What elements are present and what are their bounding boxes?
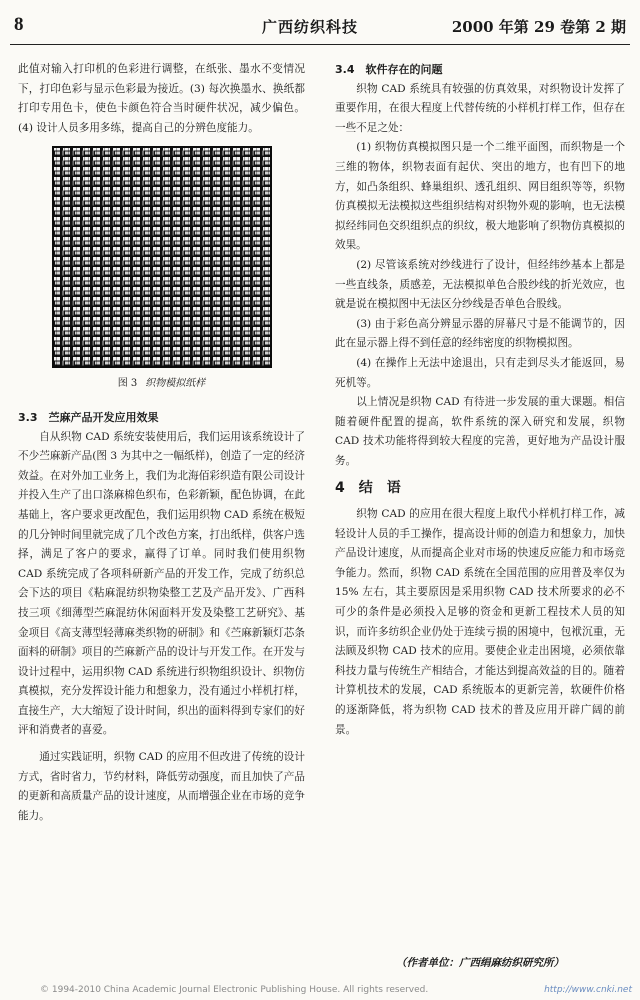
figure-title: 织物模拟纸样 [145, 378, 206, 390]
left-paragraph: 自从织物 CAD 系统安装使用后，我们运用该系统设计了不少苎麻新产品(图 3 为其中之一幅纸样)，创造了一定的经济效益。在对外加工业务上，我们为北海佰彩织造有限公司设计并投入生产了出口涤麻棉色织布，色彩新颖，配色协调，在此基础上，客户要求更改配色，我们运用织物 CAD 系统在极短的几分钟时间里就完成了几个改色方案，打出纸样，供客户选择，满足了客户的要求，赢得了订单。同时我们使用织物 CAD 系统完成了各项科研新产品的开发工作，完成了纺织总会下达的项目《粘麻混纺织物染整工艺及产品开发》、广西科技三项《细薄型苎麻混纺休闲面料开发及染整工艺研究》、基金项目《高支薄型轻薄麻类织物的研制》和《苎麻新颖灯芯条面料的研制》项目的苎麻新产品的设计与开发工作。在开发与设计过程中，运用织物 CAD 系统进行织物组织设计、织物仿真模拟，充分发挥设计能力和想象力，没有通过小样机打样，直接生产，大大缩短了设计时间，织出的面料得到专家们的好评和消费者的喜爱。 [18, 430, 305, 737]
right-column [335, 60, 625, 740]
left-column [18, 60, 305, 826]
left-paragraph: 通过实践证明，织物 CAD 的应用不但改进了传统的设计方式，省时省力，节约材料，降低劳动强度，而且加快了产品的更新和高质量产品的设计速度，从而增强企业在市场的竞争能力。 [18, 751, 305, 822]
figure-number: 图 3 [117, 378, 138, 390]
figure-caption [18, 374, 305, 394]
section-heading-3-3: 3.3 苎麻产品开发应用效果 [18, 410, 159, 424]
conclusion-heading: 4 结 语 [335, 480, 401, 497]
problem-item: (2) 尽管该系统对纱线进行了设计，但经纬纱基本上都是一些直线条，质感差，无法模拟单色合股纱线的折光效应，也就是说在模拟图中无法区分纱线是否单色合股线。 [335, 258, 625, 311]
journal-title: 广西纺织科技 [262, 18, 359, 36]
fabric-simulation-image [52, 146, 272, 368]
problem-item: (3) 由于彩色高分辨显示器的屏幕尺寸是不能调节的，因此在显示器上得不到任意的经纬密度的织物模拟图。 [335, 317, 625, 350]
right-intro-paragraph: 织物 CAD 系统具有较强的仿真效果，对织物设计发挥了重要作用，在很大程度上代替传统的小样机打样工作，但存在一些不足之处： [335, 82, 625, 134]
watermark-text: http://www.cnki.net [544, 985, 632, 995]
closing-paragraph: 以上情况是织物 CAD 有待进一步发展的重大课题。相信随着硬件配置的提高，软件系统的深入研究和发展，织物 CAD 技术功能将得到较大程度的完善，更好地为产品设计服务。 [335, 396, 625, 467]
problem-item: (4) 在操作上无法中途退出，只有走到尽头才能返回，易死机等。 [335, 356, 625, 389]
page-header [0, 0, 640, 46]
left-intro-paragraph: 此值对输入打印机的色彩进行调整，在纸张、墨水不变情况下，打印色彩与显示色彩最为接近。(3) 每次换墨水、换纸都打印专用色卡，使色卡颜色符合当时硬件状况，减少偏色。(4) 设计人员多用多练，提高自己的分辨色度能力。 [18, 63, 305, 134]
copyright-text: © 1994-2010 China Academic Journal Electronic Publishing House. All rights reserved. [40, 985, 429, 995]
issue-info: 2000 年第 29 卷第 2 期 [451, 18, 626, 36]
problem-item: (1) 织物仿真模拟图只是一个二维平面图，而织物是一个三维的物体，织物表面有起伏、突出的地方，也有凹下的地方，如凸条组织、蜂巢组织、透孔组织、网目组织等等，织物仿真模拟无法模拟这些组织结构对织物外观的影响，也无法模拟经纬同色交织组织点的织纹，极大地影响了织物仿真模拟的效果。 [335, 141, 625, 252]
conclusion-paragraph: 织物 CAD 的应用在很大程度上取代小样机打样工作，减轻设计人员的手工操作，提高设计师的创造力和想象力，加快产品设计速度，从而提高企业对市场的快速反应能力和市场竞争能力。然而，织物 CAD 系统在全国范围的应用普及率仅为 15% 左右，其主要原因是采用织物 CAD 技术所要求的必不可少的条件是必须投入足够的资金和更新工程技术人员的知识，而许多纺织企业仍处于连续亏损的困境中，包袱沉重，无法顾及织物 CAD 技术的应用。要使企业走出困境，必须依靠科技力量与传统生产相结合，才能达到提高效益的目的。随着计算机技术的发展，CAD 系统版本的更新完善，软硬件价格的逐渐降低，将为织物 CAD 技术的普及应用开辟广阔的前景。 [335, 508, 625, 736]
author-unit: （作者单位：广西绢麻纺织研究所） [396, 957, 564, 969]
header-rule [10, 44, 630, 45]
figure-3 [18, 146, 305, 368]
copyright-bar [0, 983, 640, 1000]
section-heading-3-4: 3.4 软件存在的问题 [335, 63, 443, 76]
page-number: 8 [14, 14, 24, 35]
